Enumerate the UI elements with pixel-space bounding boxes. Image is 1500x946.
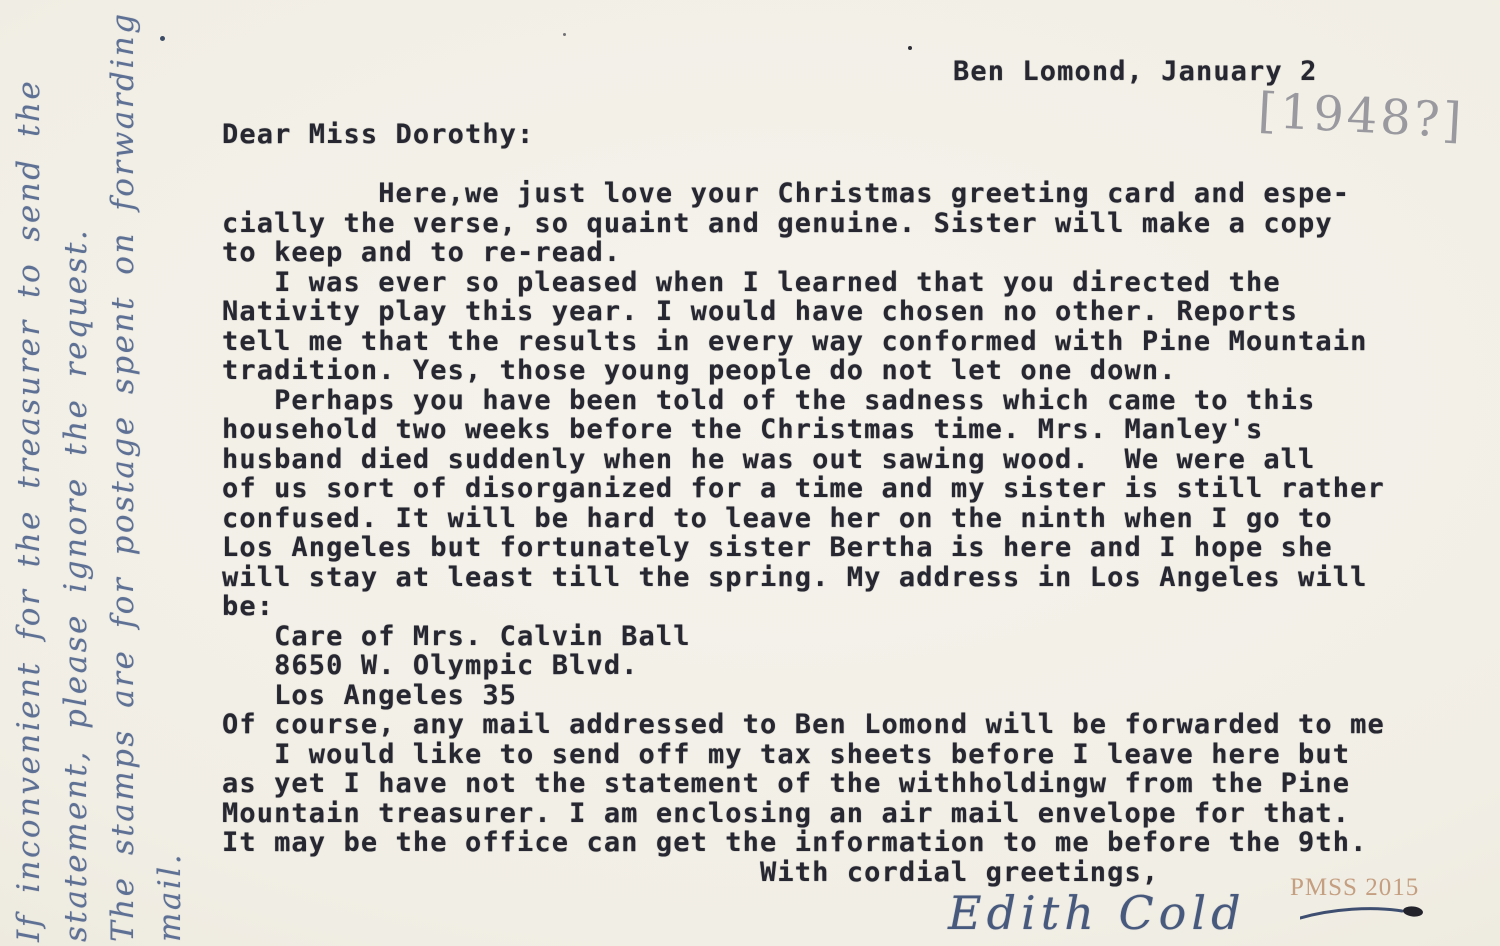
- handwritten-margin-note: [6, 8, 198, 942]
- typed-line: of us sort of disorganized for a time and my sister is still rather: [222, 473, 1385, 504]
- typed-line: I would like to send off my tax sheets before I leave here but: [222, 738, 1351, 770]
- typed-line: Mountain treasurer. I am enclosing an air mail envelope for that.: [222, 797, 1351, 829]
- typed-line: will stay at least till the spring. My address in Los Angeles will: [222, 561, 1368, 593]
- typed-line: [222, 150, 1385, 180]
- typed-line: Los Angeles but fortunately sister Bertha is here and I hope she: [222, 532, 1333, 563]
- typed-line: tradition. Yes, those young people do not let one down.: [222, 355, 1177, 386]
- typed-line: Perhaps you have been told of the sadness which came to this: [222, 384, 1316, 416]
- typed-line: as yet I have not the statement of the withholdingw from the Pine: [222, 768, 1351, 799]
- typed-line: I was ever so pleased when I learned that you directed the: [222, 266, 1281, 298]
- typed-line: Care of Mrs. Calvin Ball: [222, 620, 691, 652]
- archive-watermark: PMSS 2015: [1290, 874, 1420, 901]
- ink-speck: [160, 36, 165, 41]
- typed-line: confused. It will be hard to leave her on the ninth when I go to: [222, 502, 1333, 534]
- pencil-year-annotation: [1948?]: [1256, 82, 1466, 150]
- typed-line: cially the verse, so quaint and genuine. Sister will make a copy: [222, 207, 1333, 239]
- signature: [948, 886, 1246, 946]
- ink-speck: [908, 46, 912, 50]
- typed-line: Here,we just love your Christmas greeting card and espe-: [222, 178, 1351, 209]
- handwritten-line: If inconvenient for the treasurer to send the: [11, 78, 47, 942]
- signature-flourish-stroke: [1300, 902, 1432, 928]
- typed-line: tell me that the results in every way conformed with Pine Mountain: [222, 325, 1368, 357]
- letter-body: [222, 120, 1385, 887]
- typed-line: Nativity play this year. I would have chosen no other. Reports: [222, 296, 1299, 327]
- typed-line: It may be the office can get the information to me before the 9th.: [222, 827, 1368, 858]
- ink-speck: [563, 33, 566, 36]
- handwritten-line: mail.: [152, 851, 188, 942]
- typed-line: be:: [222, 591, 275, 622]
- typed-line: Los Angeles 35: [222, 679, 518, 711]
- dateline: Ben Lomond, January 2: [953, 56, 1318, 87]
- typed-line: to keep and to re-read.: [222, 237, 622, 268]
- typed-line: husband died suddenly when he was out sawing wood. We were all: [222, 443, 1316, 475]
- signature-name: Edith Cold: [948, 886, 1246, 940]
- handwritten-line: statement, please ignore the request.: [58, 227, 94, 942]
- typed-line: 8650 W. Olympic Blvd.: [222, 650, 639, 681]
- handwritten-line: The stamps are for postage spent on forwarding: [105, 11, 141, 942]
- typed-line: With cordial greetings,: [222, 856, 1160, 888]
- typed-line: household two weeks before the Christmas time. Mrs. Manley's: [222, 414, 1264, 445]
- typed-line: Of course, any mail addressed to Ben Lomond will be forwarded to me: [222, 709, 1385, 740]
- typed-line: Dear Miss Dorothy:: [222, 119, 535, 150]
